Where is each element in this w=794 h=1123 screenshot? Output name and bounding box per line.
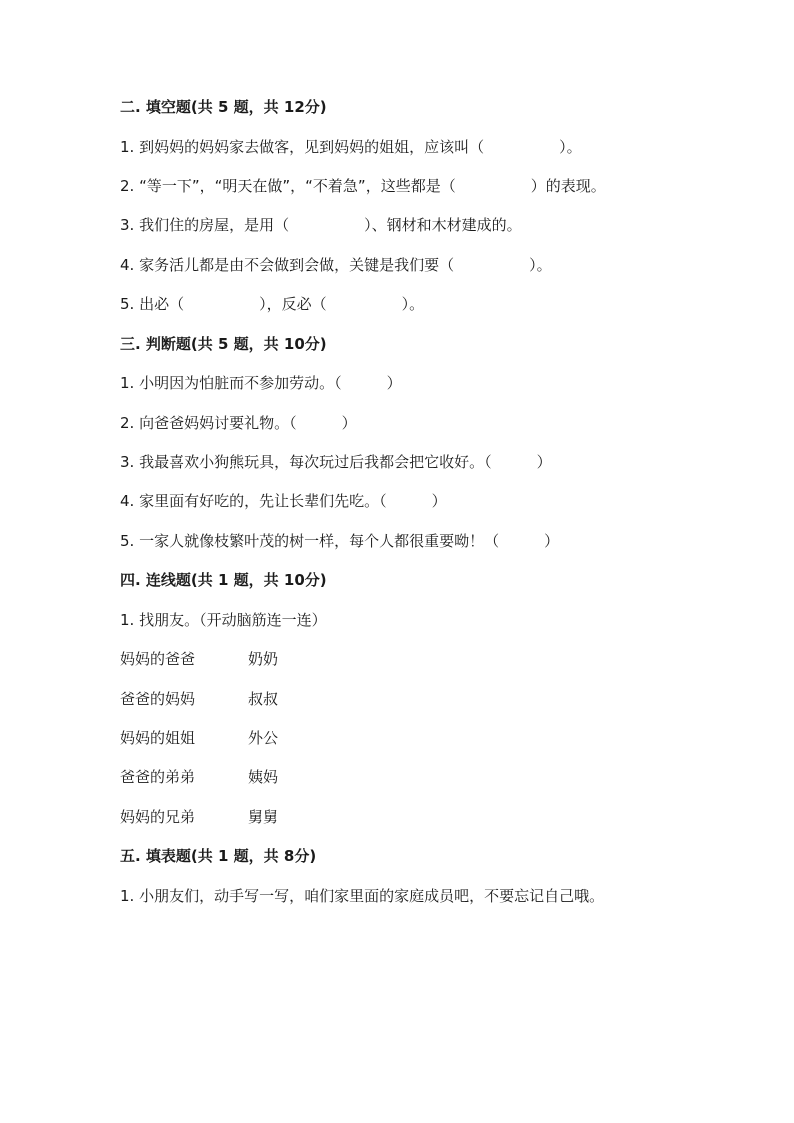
match-right-item: 外公 — [248, 729, 279, 747]
question-item: 1. 到妈妈的妈妈家去做客，见到妈妈的姐姐，应该叫（ ）。 — [120, 138, 582, 156]
question-item: 1. 小朋友们，动手写一写，咱们家里面的家庭成员吧，不要忘记自己哦。 — [120, 887, 605, 905]
match-left-item: 妈妈的兄弟 — [120, 808, 196, 826]
section-heading-fill-table: 五. 填表题(共 1 题，共 8分) — [120, 847, 317, 865]
question-item: 4. 家里面有好吃的，先让长辈们先吃。（ ） — [120, 492, 447, 510]
question-item: 4. 家务活儿都是由不会做到会做，关键是我们要（ ）。 — [120, 256, 552, 274]
match-left-item: 妈妈的姐姐 — [120, 729, 196, 747]
question-item: 1. 小明因为怕脏而不参加劳动。（ ） — [120, 374, 402, 392]
section-heading-true-false: 三. 判断题(共 5 题，共 10分) — [120, 335, 327, 353]
section-heading-fill-blank: 二. 填空题(共 5 题，共 12分) — [120, 98, 327, 116]
match-left-item: 妈妈的爸爸 — [120, 650, 196, 668]
match-right-item: 奶奶 — [248, 650, 279, 668]
question-item: 3. 我们住的房屋，是用（ ）、钢材和木材建成的。 — [120, 216, 522, 234]
match-right-item: 姨妈 — [248, 768, 279, 786]
question-item: 2. “等一下”，“明天在做”，“不着急”，这些都是（ ）的表现。 — [120, 177, 606, 195]
section-heading-matching: 四. 连线题(共 1 题，共 10分) — [120, 571, 327, 589]
question-item: 5. 出必（ ），反必（ ）。 — [120, 295, 425, 313]
question-item: 2. 向爸爸妈妈讨要礼物。（ ） — [120, 414, 357, 432]
question-item: 5. 一家人就像枝繁叶茂的树一样，每个人都很重要呦！（ ） — [120, 532, 560, 550]
question-item: 3. 我最喜欢小狗熊玩具，每次玩过后我都会把它收好。（ ） — [120, 453, 552, 471]
match-right-item: 舅舅 — [248, 808, 279, 826]
match-left-item: 爸爸的弟弟 — [120, 768, 196, 786]
match-left-item: 爸爸的妈妈 — [120, 690, 196, 708]
question-item: 1. 找朋友。（开动脑筋连一连） — [120, 611, 327, 629]
match-right-item: 叔叔 — [248, 690, 279, 708]
